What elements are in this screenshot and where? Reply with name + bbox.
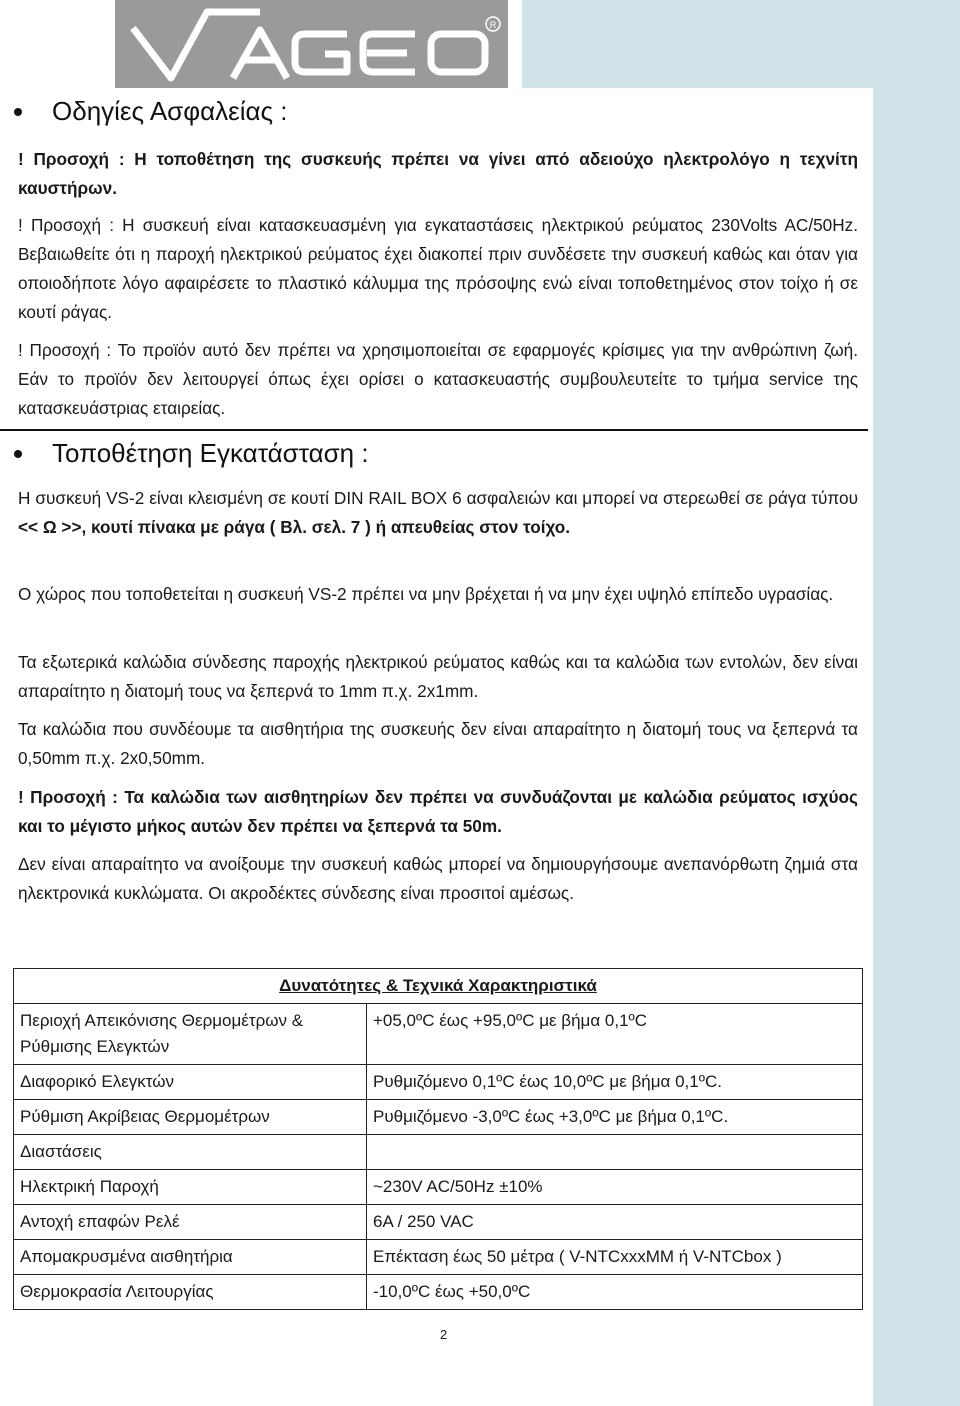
safety-heading-text: Οδηγίες Ασφαλείας : <box>52 96 288 126</box>
table-row <box>14 1240 863 1275</box>
spec-label: Αντοχή επαφών Ρελέ <box>14 1205 367 1240</box>
section-divider <box>0 429 868 431</box>
specs-title <box>14 969 863 1004</box>
install-paragraph-2: Ο χώρος που τοποθετείται η συσκευή VS-2 πρέπει να μην βρέχεται ή να μην έχει υψηλό επίπεδο υγρασίας. <box>18 584 834 604</box>
bullet-icon <box>14 108 22 116</box>
install-heading <box>10 438 369 469</box>
spec-value: Επέκταση έως 50 μέτρα ( V-NTCxxxMM ή V-NTCbox ) <box>367 1240 863 1275</box>
specs-table <box>13 968 863 1310</box>
spec-label: Διαστάσεις <box>14 1135 367 1170</box>
page-number: 2 <box>440 1327 448 1342</box>
install-p1-normal: Η συσκευή VS-2 είναι κλεισμένη σε κουτί DIN RAIL BOX 6 ασφαλειών και μπορεί να στερεωθεί σε ράγα τύπου <box>18 488 858 508</box>
spec-value: ~230V AC/50Hz ±10% <box>367 1170 863 1205</box>
spec-value: 6A / 250 VAC <box>367 1205 863 1240</box>
spec-value: Ρυθμιζόμενο 0,1ºC έως 10,0ºC με βήμα 0,1ºC. <box>367 1065 863 1100</box>
header-decor-band <box>522 0 960 88</box>
spec-label: Θερμοκρασία Λειτουργίας <box>14 1275 367 1310</box>
side-decor-band <box>873 0 960 1406</box>
spec-label: Ηλεκτρική Παροχή <box>14 1170 367 1205</box>
spec-label: Περιοχή Απεικόνισης Θερμομέτρων & Ρύθμισης Ελεγκτών <box>14 1004 367 1065</box>
table-row <box>14 1004 863 1065</box>
table-row <box>14 1135 863 1170</box>
install-paragraph-3: Τα εξωτερικά καλώδια σύνδεσης παροχής ηλεκτρικού ρεύματος καθώς και τα καλώδια των εντολών, δεν είναι απαραίτητο η διατομή τους να ξεπερνά το 1mm π.χ. 2x1mm. <box>18 652 858 701</box>
table-row <box>14 1275 863 1310</box>
safety-heading <box>10 96 288 127</box>
spec-label: Απομακρυσμένα αισθητήρια <box>14 1240 367 1275</box>
vageo-logo <box>115 0 508 88</box>
spec-value: +05,0ºC έως +95,0ºC με βήμα 0,1ºC <box>367 1004 863 1065</box>
install-p1-bold: << Ω >>, κουτί πίνακα με ράγα ( Βλ. σελ. 7 ) ή απευθείας στον τοίχο. <box>18 517 571 537</box>
specs-title-row <box>14 969 863 1004</box>
spec-value: Ρυθμιζόμενο -3,0ºC έως +3,0ºC με βήμα 0,1ºC. <box>367 1100 863 1135</box>
table-row <box>14 1100 863 1135</box>
spec-value: -10,0ºC έως +50,0ºC <box>367 1275 863 1310</box>
bullet-icon <box>14 450 22 458</box>
table-row <box>14 1170 863 1205</box>
table-row <box>14 1205 863 1240</box>
install-warning: ! Προσοχή : Τα καλώδια των αισθητηρίων δεν πρέπει να συνδυάζονται με καλώδια ρεύματος ισχύος και το μέγιστο μήκος αυτών δεν πρέπει να ξεπερνά τα 50m. <box>18 787 858 836</box>
vageo-logo-graphic <box>115 0 508 88</box>
install-paragraph-1 <box>18 484 858 542</box>
install-paragraph-6: Δεν είναι απαραίτητο να ανοίξουμε την συσκευή καθώς μπορεί να δημιουργήσουμε ανεπανόρθωτη ζημιά στα ηλεκτρονικά κυκλώματα. Οι ακροδέκτες σύνδεσης είναι προσιτοί αμέσως. <box>18 854 858 903</box>
install-paragraph-4: Τα καλώδια που συνδέουμε τα αισθητήρια της συσκευής δεν είναι απαραίτητο η διατομή τους να ξεπερνά τα 0,50mm π.χ. 2x0,50mm. <box>18 719 858 768</box>
spec-label: Διαφορικό Ελεγκτών <box>14 1065 367 1100</box>
safety-warning-1: ! Προσοχή : Η τοποθέτηση της συσκευής πρέπει να γίνει από αδειούχο ηλεκτρολόγο η τεχνίτη καυστήρων. <box>18 149 858 198</box>
spec-value <box>367 1135 863 1170</box>
specs-title-text: Δυνατότητες & Τεχνικά Χαρακτηριστικά <box>279 976 597 995</box>
registered-mark: R <box>489 20 497 30</box>
safety-warning-3: ! Προσοχή : Το προϊόν αυτό δεν πρέπει να χρησιμοποιείται σε εφαρμογές κρίσιμες για την ανθρώπινη ζωή. Εάν το προϊόν δεν λειτουργεί όπως έχει ορίσει ο κατασκευαστής συμβουλευτείτε το τμήμα service της κατασκευάστριας εταιρείας. <box>18 340 858 418</box>
safety-warning-2: ! Προσοχή : Η συσκευή είναι κατασκευασμένη για εγκαταστάσεις ηλεκτρικού ρεύματος 230Volts AC/50Hz. Βεβαιωθείτε ότι η παροχή ηλεκτρικού ρεύματος έχει διακοπεί πριν συνδέσετε την συσκευή καθώς και όταν για οποιοδήποτε λόγο αφαιρέσετε το πλαστικό κάλυμμα της πρόσοψης ενώ είναι τοποθετημένος στον τοίχο ή σε κουτί ράγας. <box>18 215 858 322</box>
table-row <box>14 1065 863 1100</box>
spec-label: Ρύθμιση Ακρίβειας Θερμομέτρων <box>14 1100 367 1135</box>
install-heading-text: Τοποθέτηση Εγκατάσταση : <box>52 438 369 468</box>
